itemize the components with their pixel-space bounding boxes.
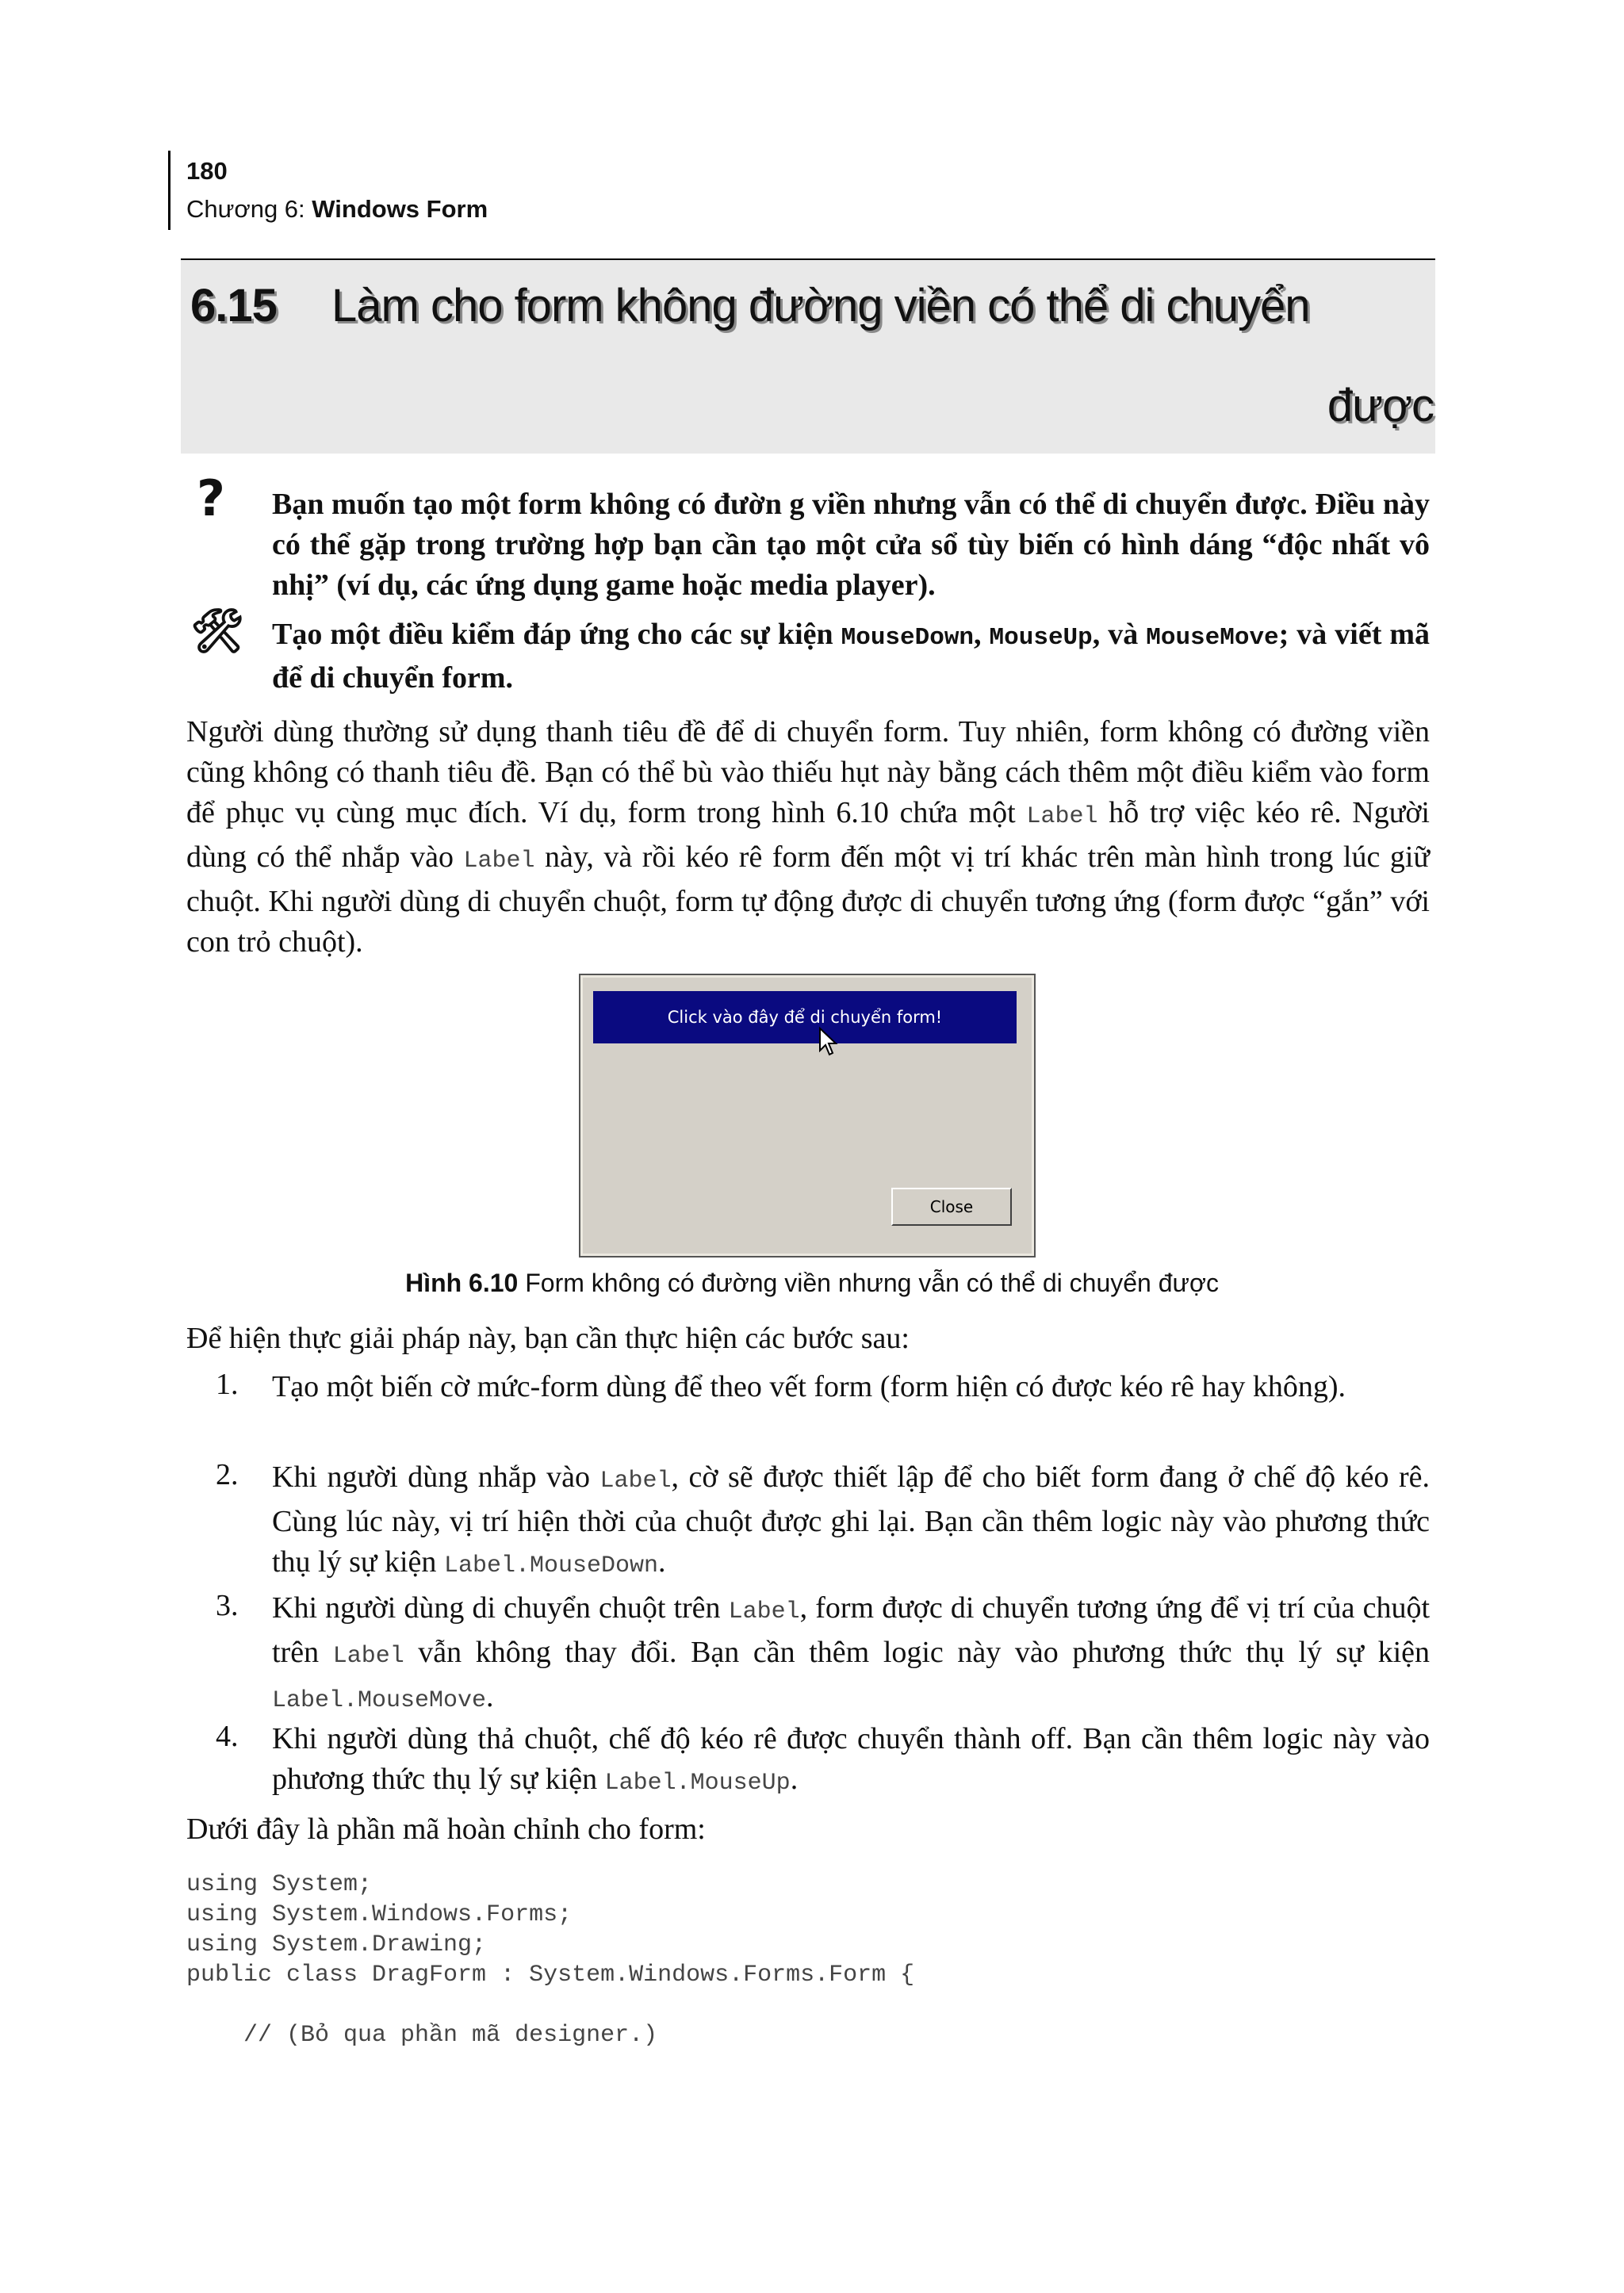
chapter-heading bbox=[186, 195, 488, 224]
page-number: 180 bbox=[186, 157, 228, 185]
step-number: 1. bbox=[216, 1368, 239, 1401]
solution-statement bbox=[272, 614, 1430, 699]
figure-caption bbox=[0, 1269, 1624, 1298]
inline-code: Label bbox=[728, 1598, 800, 1625]
steps-intro: Để hiện thực giải pháp này, bạn cần thực hiện các bước sau: bbox=[186, 1322, 910, 1355]
caption-label: Hình 6.10 bbox=[405, 1269, 519, 1297]
problem-statement: Bạn muốn tạo một form không có đườn g viền nhưng vẫn có thể di chuyển được. Điều này có thể gặp trong trường hợp bạn cần tạo một cửa sổ tùy biến có hình dáng “độc nhất vô nhị” (ví dụ, các ứng dụng game hoặc media player). bbox=[272, 488, 1430, 602]
header-bar bbox=[168, 151, 170, 230]
inline-code: Label bbox=[463, 848, 535, 875]
section-title: Làm cho form không đường viền có thể di chuyển bbox=[331, 280, 1310, 331]
step-text-part: , cờ sẽ được thiết lập để cho biết form đang ở chế độ kéo rê. Cùng lúc này, vị trí hiện thời của chuột được ghi lại. Bạn cần thêm logic này vào phương thức thụ lý sự kiện bbox=[272, 1460, 1430, 1579]
code-mousedown: MouseDown bbox=[841, 624, 975, 652]
intro-text: Người dùng thường sử dụng thanh tiêu đề để di chuyển form. Tuy nhiên, form không có đường viền cũng không có thanh tiêu đề. Bạn có thể bù vào thiếu hụt này bằng cách thêm một điều kiểm vào form để phục vụ cùng mục đích. Ví dụ, form trong hình 6.10 chứa một bbox=[186, 715, 1430, 829]
section-number: 6.15 bbox=[190, 280, 277, 331]
step-text-part: Khi người dùng thả chuột, chế độ kéo rê được chuyển thành off. Bạn cần thêm logic này vào phương thức thụ lý sự kiện bbox=[272, 1722, 1430, 1796]
step-text-part: vẫn không thay đổi. Bạn cần thêm logic này vào phương thức thụ lý sự kiện bbox=[404, 1636, 1430, 1669]
step-text-part: , form được di chuyển tương ứng để vị trí của chuột trên bbox=[272, 1591, 1430, 1669]
code-listing: using System; using System.Windows.Forms; using System.Drawing; public class DragForm : System.Windows.Forms.Form { // (Bỏ qua phần mã designer.) bbox=[186, 1871, 915, 2049]
step-number: 2. bbox=[216, 1458, 239, 1491]
step-text-part: . bbox=[486, 1680, 494, 1713]
step-number: 3. bbox=[216, 1589, 239, 1622]
inline-code: Label bbox=[332, 1643, 404, 1670]
mouse-cursor-icon bbox=[818, 1027, 839, 1057]
intro-text: này, và rồi kéo rê form đến một vị trí khác trên màn hình trong lúc giữ chuột. Khi người dùng di chuyển chuột, form tự động được di chuyển tương ứng (form được “gắn” với con trỏ chuột). bbox=[186, 840, 1430, 959]
code-mousemove: MouseMove bbox=[1146, 624, 1279, 652]
inline-code: Label bbox=[599, 1468, 672, 1495]
close-button[interactable]: Close bbox=[891, 1188, 1012, 1226]
code-intro: Dưới đây là phần mã hoàn chỉnh cho form: bbox=[186, 1813, 706, 1846]
inline-code: Label.MouseDown bbox=[443, 1552, 658, 1579]
question-icon: ? bbox=[197, 469, 225, 527]
step-text-part: Khi người dùng nhắp vào bbox=[272, 1460, 600, 1494]
step-text-part: . bbox=[790, 1763, 799, 1796]
tools-icon: 🛠 bbox=[190, 606, 245, 656]
solution-sep: , bbox=[974, 618, 990, 651]
intro-text: hỗ trợ việc kéo rê. Người dùng có thể nhắp vào bbox=[186, 796, 1430, 874]
intro-paragraph bbox=[186, 712, 1430, 963]
code-mouseup: MouseUp bbox=[989, 624, 1093, 652]
chapter-prefix: Chương 6: bbox=[186, 195, 312, 223]
section-title-continued: được bbox=[1327, 380, 1434, 431]
solution-sep: , và bbox=[1092, 618, 1147, 651]
step-number: 4. bbox=[216, 1720, 239, 1753]
step-text bbox=[272, 1719, 1430, 1804]
caption-text: Form không có đường viền nhưng vẫn có thể di chuyển được bbox=[518, 1269, 1219, 1297]
solution-text: ; và viết mã để di chuyển form. bbox=[272, 618, 1431, 695]
solution-text: Tạo một điều kiểm đáp ứng cho các sự kiện bbox=[272, 618, 841, 651]
figure-form-screenshot bbox=[579, 974, 1036, 1258]
inline-code: Label.MouseUp bbox=[604, 1770, 791, 1797]
drag-label[interactable]: Click vào đây để di chuyển form! bbox=[593, 991, 1017, 1043]
step-text-part: Khi người dùng di chuyển chuột trên bbox=[272, 1591, 729, 1625]
step-text: Tạo một biến cờ mức-form dùng để theo vết form (form hiện có được kéo rê hay không). bbox=[272, 1370, 1346, 1403]
step-text bbox=[272, 1588, 1430, 1721]
chapter-title: Windows Form bbox=[312, 195, 488, 223]
step-text bbox=[272, 1457, 1430, 1587]
inline-code: Label.MouseMove bbox=[272, 1687, 487, 1714]
inline-code: Label bbox=[1026, 803, 1098, 830]
step-text-part: . bbox=[657, 1545, 666, 1579]
